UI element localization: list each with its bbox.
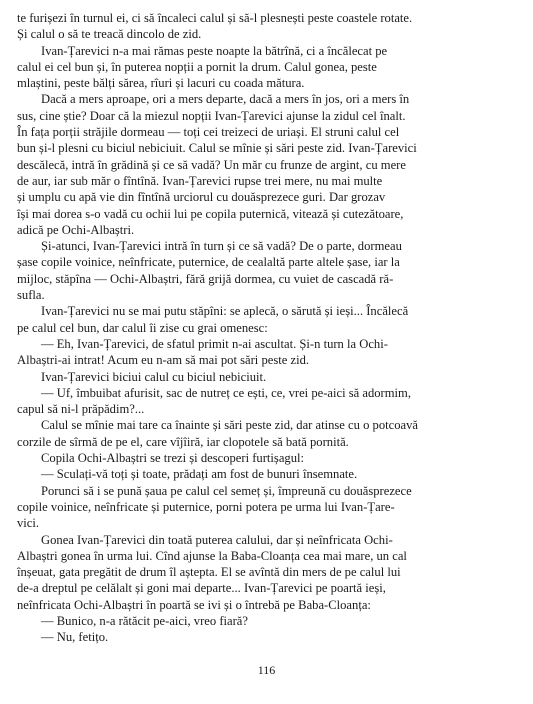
paragraph: Ivan-Țarevici n-a mai rămas peste noapte la bătrînă, ci a încălecat pe calul ei cel bun și, în puterea nopții a pornit la drum. Calul gonea, peste mlaștini, peste bălți sărea, rîuri și lacuri cu coada mătura. bbox=[17, 43, 388, 91]
paragraph: Gonea Ivan-Țarevici din toată puterea calului, dar și neînfricata Ochi- Albaștri gonea în urma lui. Cînd ajunse la Baba-Cloanța cea mai mare, un cal înșeuat, gata pregătit de drum îl aștepta. El se avîntă din mers de pe calul lui de-a dreptul pe celălalt și goni mai departe... Ivan-Țarevici pe poartă ieși, neînfricata Ochi-Albaștri în poartă se ivi și o întrebă pe Baba-Cloanța: bbox=[17, 532, 407, 612]
paragraph: — Bunico, n-a rătăcit pe-aici, vreo fiară? bbox=[41, 613, 248, 628]
paragraph: Ivan-Țarevici nu se mai putu stăpîni: se aplecă, o sărută și ieși... Încălecă pe calul cel bun, dar calul îi zise cu grai omenesc: bbox=[17, 304, 409, 335]
paragraph: Calul se mînie mai tare ca înainte și sări peste zid, dar atinse cu o potcoavă corzile de sîrmă de pe el, care vîjîiră, iar clopotele să bată pornită. bbox=[17, 418, 418, 449]
paragraph: — Nu, fetițo. bbox=[41, 630, 109, 645]
paragraph: — Eh, Ivan-Țarevici, de sfatul primit n-ai ascultat. Și-n turn la Ochi- Albaștri-ai intrat! Acum eu n-am să mai pot sări peste zid. bbox=[17, 336, 388, 368]
paragraph: — Uf, îmbuibat afurisit, sac de nutreț ce ești, ce, vrei pe-aici să adormim, capul să ni-l prăpădim?... bbox=[17, 385, 411, 417]
paragraph: Dacă a mers aproape, ori a mers departe, dacă a mers în jos, ori a mers în sus, cine știe? Doar că la miezul nopții Ivan-Țarevici ajunse la zidul cel înalt. În fața porții străjile dormeau — toți cei treizeci de uriași. El struni calul cel bun și-l plesni cu biciul nebiciuit. Calul se mînie și sări peste zid. Ivan-Țarevici descălecă, intră în grădină și ce să vadă? Un măr cu frunze de argint, cu mere de aur, iar sub măr o fîntînă. Ivan-Țarevici rupse trei mere, nu mai multe și umplu cu apă vie din fîntînă urciorul cu douăsprezece guri. Dar grozav își mai dorea s-o vadă cu ochii lui pe copila puternică, vitează și cutezătoare, adică pe Ochi-Albaștri. bbox=[17, 92, 417, 237]
page-number: 116 bbox=[257, 663, 276, 677]
paragraph: te furișezi în turnul ei, ci să încaleci calul și să-l plesnești peste coastele rotate. Și calul o să te treacă dincolo de zid. bbox=[17, 11, 413, 42]
paragraph: — Sculați-vă toți și toate, prădați am fost de bunuri însemnate. bbox=[41, 467, 358, 482]
paragraph: Și-atunci, Ivan-Țarevici intră în turn și ce să vadă? De o parte, dormeau șase copile voinice, neînfricate, puternice, de cealaltă parte altele șase, iar la mijloc, stăpîna — Ochi-Albaștri, fără grijă dormea, cu vuiet de cascadă ră- sufla. bbox=[17, 239, 402, 303]
paragraph: Copila Ochi-Albaștri se trezi și descoperi furtișagul: bbox=[41, 451, 304, 466]
body-text bbox=[17, 10, 515, 646]
paragraph: Porunci să i se pună șaua pe calul cel semeț și, împreună cu douăsprezece copile voinice, neînfricate și puternice, porni potera pe urma lui Ivan-Țare- vici. bbox=[17, 483, 412, 531]
paragraph: Ivan-Țarevici biciui calul cu biciul nebiciuit. bbox=[41, 369, 267, 384]
